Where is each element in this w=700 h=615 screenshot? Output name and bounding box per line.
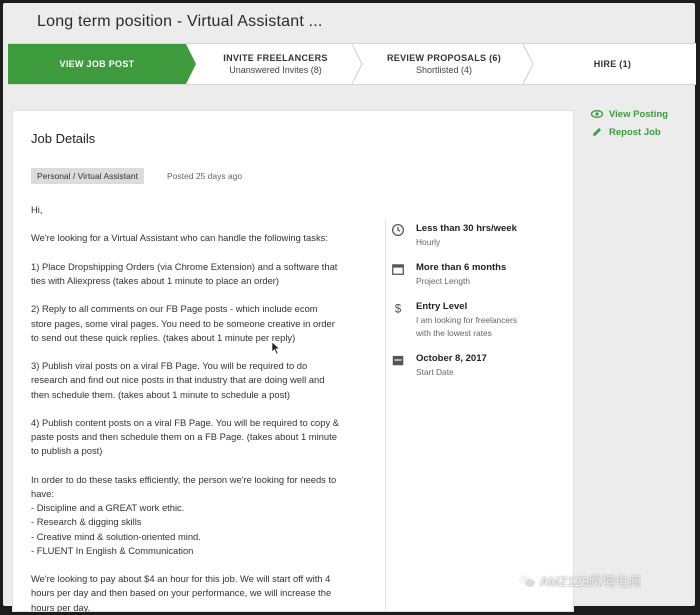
column-divider — [385, 219, 386, 611]
chevron-right-icon — [351, 44, 363, 84]
step-arrow — [186, 44, 196, 84]
description-line: We're looking for a Virtual Assistant who can handle the following tasks: — [31, 232, 328, 244]
meta-sub: Project Length — [416, 276, 471, 286]
wechat-icon — [518, 574, 536, 588]
description-line: 3) Publish viral posts on a viral FB Page. You will be required to do — [31, 360, 308, 372]
step-review-proposals[interactable] — [364, 44, 524, 84]
repost-job-label: Repost Job — [609, 126, 661, 138]
meta-title: Entry Level — [416, 301, 468, 312]
watermark — [518, 571, 641, 590]
description-line: hours per day and then based on your performance, we will increase the — [31, 587, 332, 599]
repost-job-link[interactable] — [591, 126, 661, 138]
category-tag[interactable]: Personal / Virtual Assistant — [31, 168, 144, 184]
description-line: Hi, — [31, 204, 43, 215]
progress-steps — [8, 43, 696, 85]
step-label: VIEW JOB POST — [59, 59, 135, 69]
description-line: to send out these quick replies. (takes about 1 minute per reply) — [31, 331, 296, 343]
pencil-icon — [591, 126, 603, 138]
description-line: have: — [31, 487, 54, 499]
description-line: 1) Place Dropshipping Orders (via Chrome Extension) and a software that — [31, 260, 338, 272]
watermark-text: AMZ123跨境电商 — [540, 574, 642, 589]
description-line: to publish a post) — [31, 445, 103, 457]
app-window — [3, 3, 695, 613]
description-line: research and find out nice posts in that industry that are doing well and — [31, 374, 325, 386]
meta-title: Less than 30 hrs/week — [416, 223, 517, 234]
mouse-cursor-icon — [271, 341, 281, 355]
clock-icon — [391, 223, 405, 237]
description-line — [31, 288, 376, 302]
meta-sub-line: I am looking for freelancers — [416, 315, 518, 325]
eye-icon — [591, 108, 603, 120]
meta-sub: Hourly — [416, 237, 441, 247]
description-line: We're looking to pay about $4 an hour for this job. We will start off with 4 — [31, 573, 331, 585]
view-posting-label: View Posting — [609, 108, 668, 120]
svg-text:$: $ — [394, 302, 402, 316]
description-line: - Discipline and a GREAT work ethic. — [31, 502, 185, 514]
job-details-heading: Job Details — [31, 131, 96, 146]
calendar-icon — [391, 353, 405, 367]
description-line: hours per day. — [31, 601, 91, 613]
calendar-icon — [391, 262, 405, 276]
step-view-job-post[interactable] — [8, 44, 186, 84]
meta-sub-line: with the lowest rates — [416, 327, 492, 338]
description-line: store pages, some viral pages. You need to be someone creative in order — [31, 317, 335, 329]
dollar-icon — [391, 301, 405, 315]
description-line — [31, 402, 376, 416]
job-description — [31, 203, 376, 615]
posted-time: Posted 25 days ago — [167, 171, 243, 181]
description-line: 2) Reply to all comments on our FB Page posts - which include ecom — [31, 303, 318, 315]
description-line: - Creative mind & solution-oriented mind. — [31, 530, 201, 542]
step-invite-freelancers[interactable] — [198, 44, 353, 84]
meta-sub — [416, 314, 517, 339]
description-line: In order to do these tasks efficiently, the person we're looking for needs to — [31, 473, 337, 485]
description-line — [31, 246, 376, 260]
step-hire[interactable] — [535, 44, 690, 84]
description-line: - FLUENT In English & Communication — [31, 544, 194, 556]
description-line — [31, 217, 376, 231]
description-line: paste posts and then schedule them on a FB Page. (takes about 1 minute — [31, 431, 337, 443]
step-label: REVIEW PROPOSALS (6) — [386, 53, 501, 63]
description-line: 4) Publish content posts on a viral FB Page. You will be required to copy & — [31, 416, 339, 428]
job-details-card — [12, 110, 574, 612]
step-label: HIRE (1) — [593, 59, 632, 69]
description-line: ties with Aliexpress (takes about 1 minute to place an order) — [31, 274, 280, 286]
description-line — [31, 459, 376, 473]
chevron-right-icon — [522, 44, 534, 84]
description-line — [31, 345, 376, 359]
meta-title: October 8, 2017 — [416, 353, 487, 364]
page-title: Long term position - Virtual Assistant ... — [37, 13, 323, 30]
step-label: INVITE FREELANCERS — [223, 53, 328, 63]
step-sub-label: Unanswered Invites (8) — [229, 65, 322, 75]
description-line: - Research & digging skills — [31, 516, 142, 528]
meta-title: More than 6 months — [416, 262, 507, 273]
description-line — [31, 558, 376, 572]
step-sub-label: Shortlisted (4) — [415, 65, 473, 75]
view-posting-link[interactable] — [591, 108, 668, 120]
meta-sub: Start Date — [416, 367, 454, 377]
description-line: then schedule them. (takes about 1 minute to schedule a post) — [31, 388, 291, 400]
